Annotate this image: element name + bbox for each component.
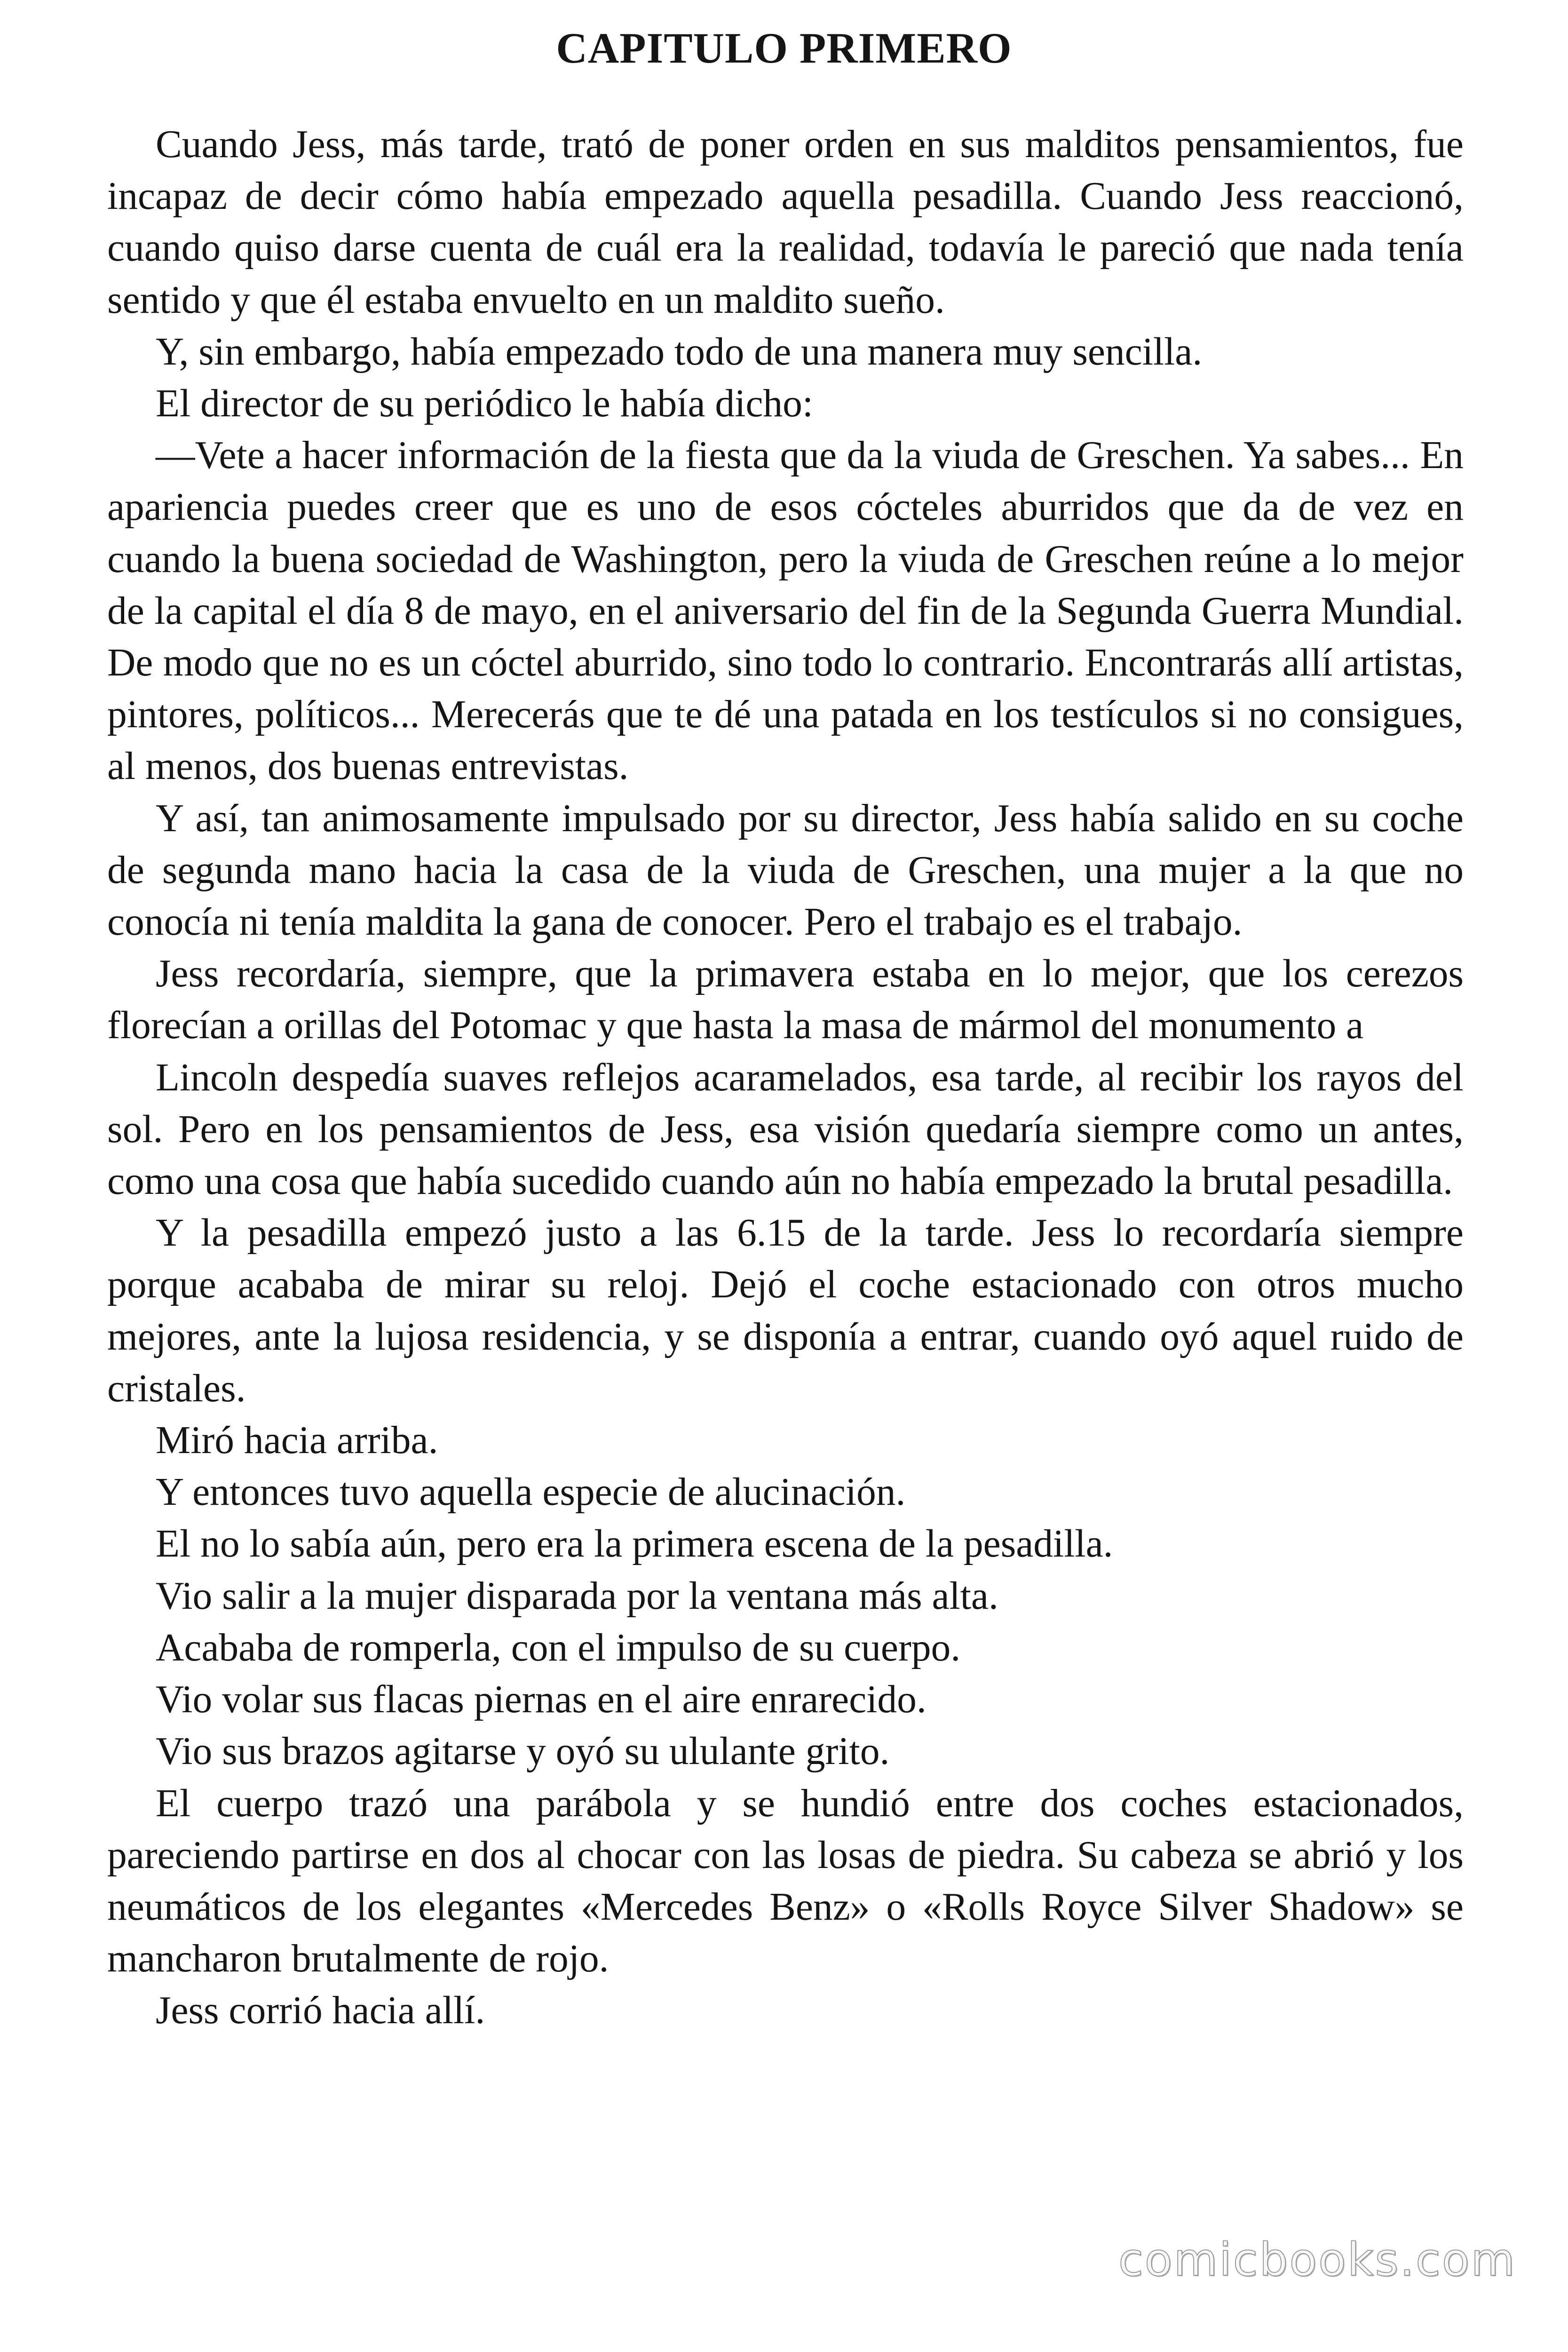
paragraph: Miró hacia arriba. bbox=[156, 1419, 438, 1462]
paragraph: Y, sin embargo, había empezado todo de una manera muy sencilla. bbox=[156, 330, 1203, 373]
watermark: comicbooks.com bbox=[1118, 2233, 1516, 2286]
paragraph: Y entonces tuvo aquella especie de alucinación. bbox=[156, 1470, 906, 1514]
paragraph: El cuerpo trazó una parábola y se hundió entre dos coches estacionados, pareciendo partirse en dos al chocar con las losas de piedra. Su cabeza se abrió y los neumáticos de los elegantes «Mercedes Benz» o «Rolls Royce Silver Shadow» se mancharon brutalmente de rojo. bbox=[107, 1781, 1464, 1981]
paragraph: —Vete a hacer información de la fiesta que da la viuda de Greschen. Ya sabes... En apariencia puedes creer que es uno de esos cócteles aburridos que da de vez en cuando la buena sociedad de Washington, pero la viuda de Greschen reúne a lo mejor de la capital el día 8 de mayo, en el aniversario del fin de la Segunda Guerra Mundial. De modo que no es un cóctel aburrido, sino todo lo contrario. Encontrarás allí artistas, pintores, políticos... Merecerás que te dé una patada en los testículos si no consigues, al menos, dos buenas entrevistas. bbox=[107, 434, 1464, 788]
chapter-body bbox=[107, 119, 1464, 2037]
paragraph: Acababa de romperla, con el impulso de su cuerpo. bbox=[156, 1626, 961, 1669]
paragraph: El director de su periódico le había dicho: bbox=[156, 382, 814, 426]
paragraph: Vio volar sus flacas piernas en el aire enrarecido. bbox=[156, 1678, 927, 1722]
paragraph: Y la pesadilla empezó justo a las 6.15 de la tarde. Jess lo recordaría siempre porque acababa de mirar su reloj. Dejó el coche estacionado con otros mucho mejores, ante la lujosa residencia, y se disponía a entrar, cuando oyó aquel ruido de cristales. bbox=[107, 1211, 1464, 1410]
paragraph: Y así, tan animosamente impulsado por su director, Jess había salido en su coche de segunda mano hacia la casa de la viuda de Greschen, una mujer a la que no conocía ni tenía maldita la gana de conocer. Pero el trabajo es el trabajo. bbox=[107, 796, 1464, 944]
paragraph: Vio sus brazos agitarse y oyó su ululante grito. bbox=[156, 1730, 890, 1773]
chapter-title: CAPITULO PRIMERO bbox=[556, 24, 1012, 72]
paragraph: El no lo sabía aún, pero era la primera escena de la pesadilla. bbox=[156, 1522, 1113, 1566]
paragraph: Cuando Jess, más tarde, trató de poner orden en sus malditos pensamientos, fue incapaz de decir cómo había empezado aquella pesadilla. Cuando Jess reaccionó, cuando quiso darse cuenta de cuál era la realidad, todavía le pareció que nada tenía sentido y que él estaba envuelto en un maldito sueño. bbox=[107, 123, 1464, 322]
paragraph: Jess corrió hacia allí. bbox=[156, 1989, 485, 2033]
paragraph: Lincoln despedía suaves reflejos acaramelados, esa tarde, al recibir los rayos del sol. Pero en los pensamientos de Jess, esa visión quedaría siempre como un antes, como una cosa que había sucedido cuando aún no había empezado la brutal pesadilla. bbox=[107, 1056, 1464, 1203]
paragraph: Jess recordaría, siempre, que la primavera estaba en lo mejor, que los cerezos florecían a orillas del Potomac y que hasta la masa de mármol del monumento a bbox=[107, 952, 1464, 1048]
paragraph: Vio salir a la mujer disparada por la ventana más alta. bbox=[156, 1574, 998, 1618]
